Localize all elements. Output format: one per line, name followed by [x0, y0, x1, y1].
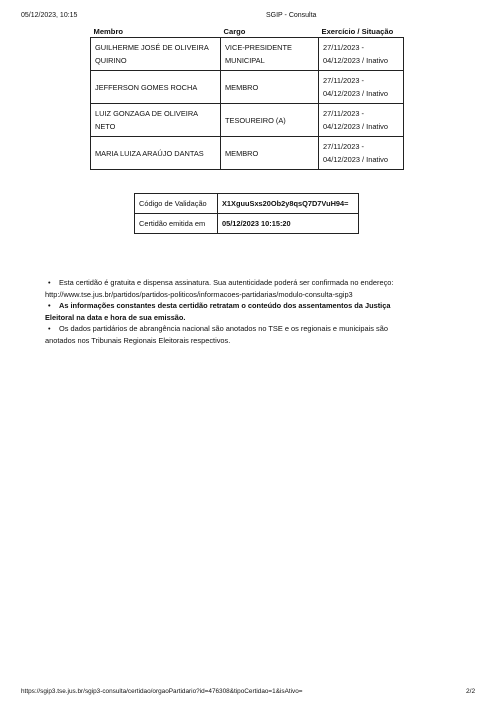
page-number: 2/2: [466, 688, 476, 695]
cell-membro: MARIA LUIZA ARAÚJO DANTAS: [91, 137, 221, 170]
cell-membro: LUIZ GONZAGA DE OLIVEIRA NETO: [91, 104, 221, 137]
exercicio-inicio: 27/11/2023 -: [323, 142, 364, 151]
cell-membro: JEFFERSON GOMES ROCHA: [91, 71, 221, 104]
cell-cargo: TESOUREIRO (A): [221, 104, 319, 137]
bullet-icon: •: [48, 278, 51, 287]
note-item: [45, 277, 455, 300]
note-text: As informações constantes desta certidão retratam o conteúdo dos assentamentos da Justiça: [59, 301, 391, 311]
note-item: [45, 300, 455, 323]
cell-cargo: MEMBRO: [221, 71, 319, 104]
bullet-icon: •: [48, 301, 51, 311]
issue-date-row: [135, 214, 359, 234]
members-table: [90, 25, 404, 170]
notes-section: [45, 277, 455, 347]
note-text: anotados nos Tribunais Regionais Eleitorais respectivos.: [45, 335, 231, 345]
print-page-title: SGIP - Consulta: [266, 12, 317, 19]
issue-date-value: 05/12/2023 10:15:20: [218, 214, 359, 234]
table-row: [91, 137, 404, 170]
validation-table: [134, 193, 359, 234]
table-row: [91, 104, 404, 137]
bullet-icon: •: [48, 324, 51, 334]
exercicio-inicio: 27/11/2023 -: [323, 76, 364, 85]
footer-url: https://sgip3.tse.jus.br/sgip3-consulta/certidao/orgaoPartidario?id=476308&tipoCertidao=1&isAtivo=: [21, 688, 303, 695]
verification-url[interactable]: http://www.tse.jus.br/partidos/partidos-politicos/informacoes-partidarias/modulo-consulta-sgip3: [45, 289, 353, 299]
exercicio-inicio: 27/11/2023 -: [323, 109, 364, 118]
note-text: Os dados partidários de abrangência nacional são anotados no TSE e os regionais e municipais são: [59, 324, 388, 334]
validation-code-label: Código de Validação: [135, 194, 218, 214]
exercicio-inicio: 27/11/2023 -: [323, 43, 364, 52]
exercicio-fim: 04/12/2023 / Inativo: [323, 89, 388, 98]
note-text: Esta certidão é gratuita e dispensa assinatura. Sua autenticidade poderá ser confirmada no endereço:: [59, 278, 394, 287]
note-text: Eleitoral na data e hora de sua emissão.: [45, 312, 186, 322]
cell-exercicio: [319, 104, 404, 137]
cell-cargo: VICE-PRESIDENTE MUNICIPAL: [221, 38, 319, 71]
print-datetime: 05/12/2023, 10:15: [21, 12, 78, 19]
validation-code-value: X1XguuSxs20Ob2y8qsQ7D7VuH94=: [218, 194, 359, 214]
members-table-header: [91, 25, 404, 38]
validation-code-row: [135, 194, 359, 214]
exercicio-fim: 04/12/2023 / Inativo: [323, 56, 388, 65]
column-header-cargo: Cargo: [223, 26, 246, 36]
cell-exercicio: [319, 137, 404, 170]
cell-exercicio: [319, 38, 404, 71]
note-item: [45, 323, 455, 346]
column-header-membro: Membro: [93, 26, 124, 36]
cell-membro: GUILHERME JOSÉ DE OLIVEIRA QUIRINO: [91, 38, 221, 71]
exercicio-fim: 04/12/2023 / Inativo: [323, 122, 388, 131]
table-row: [91, 71, 404, 104]
table-row: [91, 38, 404, 71]
issue-date-label: Certidão emitida em: [135, 214, 218, 234]
column-header-exercicio: Exercício / Situação: [321, 26, 394, 36]
exercicio-fim: 04/12/2023 / Inativo: [323, 155, 388, 164]
cell-cargo: MEMBRO: [221, 137, 319, 170]
cell-exercicio: [319, 71, 404, 104]
